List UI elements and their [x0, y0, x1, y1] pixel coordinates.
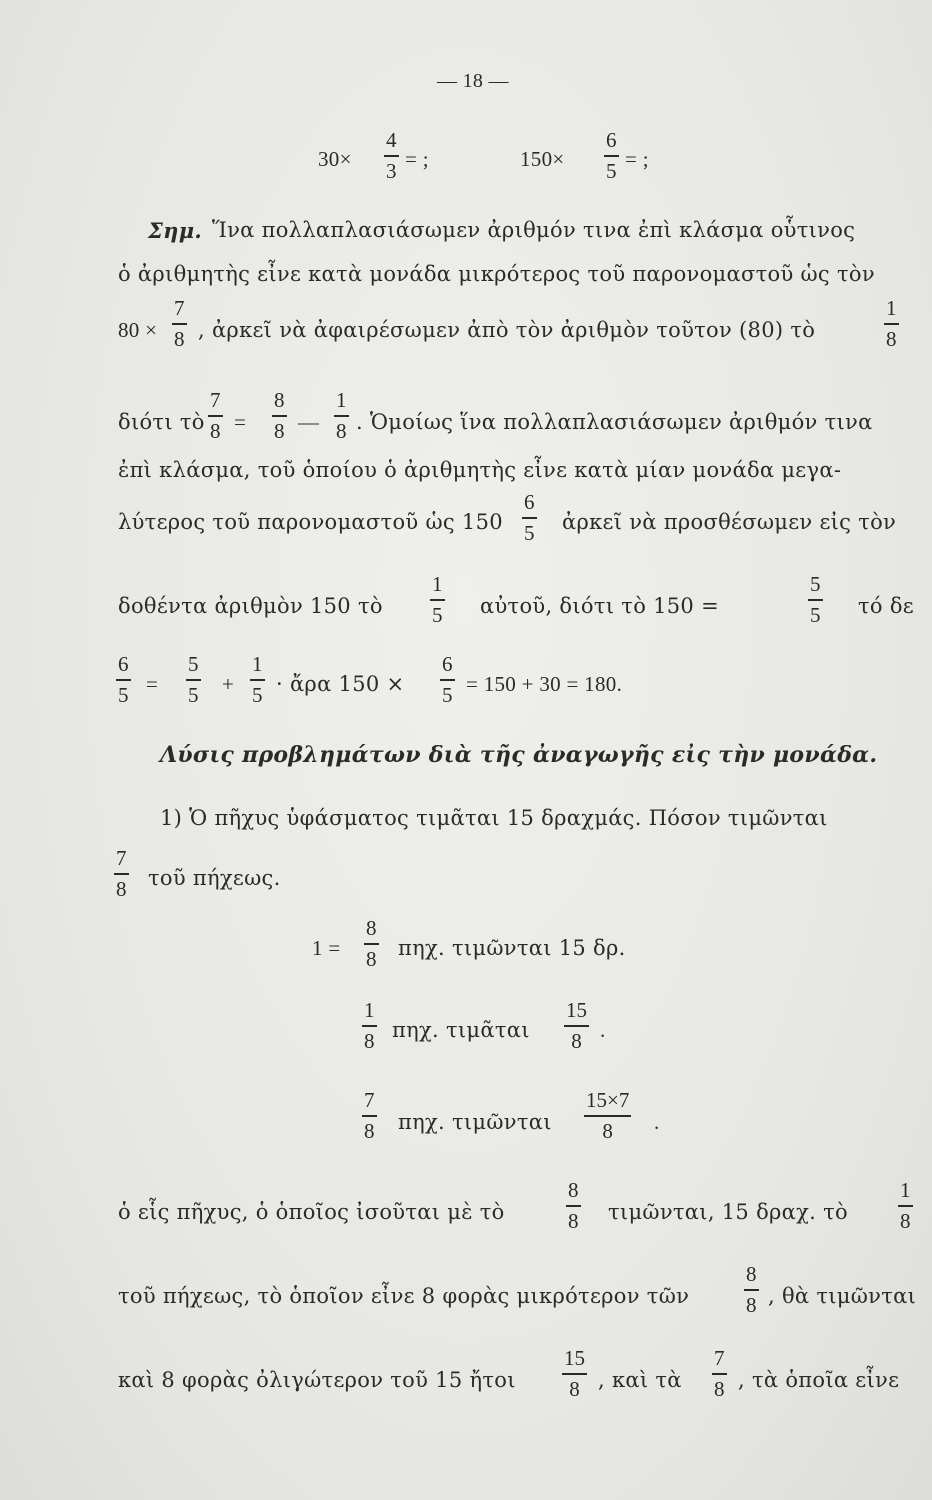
fraction-numerator: 6 — [442, 652, 453, 676]
fraction-numerator: 1 — [432, 572, 443, 596]
fraction-7-8-b — [208, 390, 223, 442]
fraction-numerator: 6 — [118, 652, 129, 676]
fraction-numerator: 15 — [564, 1346, 585, 1370]
fraction-numerator: 4 — [386, 128, 397, 152]
exercise-a-tail: = ; — [405, 147, 429, 171]
note-line-3-mid: , ἀρκεῖ νὰ ἀφαιρέσωμεν ἀπὸ τὸν ἀριθμὸν τοῦτον (80) τὸ — [198, 318, 816, 342]
fraction-denominator: 5 — [118, 682, 129, 707]
explanation-line-3-mid: , καὶ τὰ — [598, 1368, 682, 1392]
fraction-numerator: 1 — [336, 388, 347, 412]
fraction-7-8-d — [362, 1090, 377, 1142]
fraction-1-8 — [884, 298, 899, 350]
explanation-line-1-mid: τιμῶνται, 15 δραχ. τὸ — [608, 1200, 848, 1224]
fraction-numerator: 6 — [606, 128, 617, 152]
fraction-6-5-b — [116, 654, 131, 706]
fraction-numerator: 1 — [886, 296, 897, 320]
fraction-denominator: 5 — [252, 682, 263, 707]
fraction-numerator: 7 — [116, 846, 127, 870]
fraction-numerator: 5 — [810, 572, 821, 596]
fraction-numerator: 7 — [210, 388, 221, 412]
fraction-numerator: 8 — [746, 1262, 757, 1286]
fraction-8-8-c — [566, 1180, 581, 1232]
fraction-denominator: 8 — [336, 418, 347, 443]
exercise-b-fraction — [604, 130, 619, 182]
plus-sign: + — [222, 672, 235, 696]
explanation-line-3-start: καὶ 8 φορὰς ὀλιγώτερον τοῦ 15 ἤτοι — [118, 1368, 516, 1392]
explanation-line-3-end: , τὰ ὁποῖα εἶνε — [738, 1368, 900, 1392]
fraction-7-8 — [172, 298, 187, 350]
fraction-denominator: 8 — [571, 1028, 582, 1053]
fraction-denominator: 8 — [714, 1376, 725, 1401]
note-line-1: Ἵνα πολλαπλασιάσωμεν ἀριθμόν τινα ἐπὶ κλάσμα οὗτινος — [212, 218, 856, 242]
fraction-denominator: 5 — [432, 602, 443, 627]
exercise-b-whole: 150× — [520, 147, 565, 171]
problem-1-line-1: 1) Ὁ πῆχυς ὑφάσματος τιμᾶται 15 δραχμάς. Πόσον τιμῶνται — [160, 806, 828, 830]
fraction-numerator: 7 — [714, 1346, 725, 1370]
fraction-1-8-d — [898, 1180, 913, 1232]
fraction-8-8-d — [744, 1264, 759, 1316]
solution-row-2-text: πηχ. τιμᾶται — [392, 1018, 530, 1042]
solution-row-1-start: 1 = — [312, 936, 341, 960]
fraction-denominator: 5 — [442, 682, 453, 707]
fraction-7-8-e — [712, 1348, 727, 1400]
fraction-6-5-c — [440, 654, 455, 706]
fraction-15-8 — [564, 1000, 589, 1052]
note-line-2: ὁ ἀριθμητὴς εἶνε κατὰ μονάδα μικρότερος τοῦ παρονομαστοῦ ὡς τὸν — [118, 262, 875, 286]
fraction-numerator: 8 — [274, 388, 285, 412]
exercise-a-fraction — [384, 130, 399, 182]
section-heading: Λύσις προβλημάτων διὰ τῆς ἀναγωγῆς εἰς τὴν μονάδα. — [160, 742, 878, 768]
fraction-denominator: 8 — [886, 326, 897, 351]
fraction-denominator: 8 — [210, 418, 221, 443]
fraction-1-5-b — [250, 654, 265, 706]
fraction-denominator: 8 — [602, 1118, 613, 1143]
fraction-numerator: 6 — [524, 490, 535, 514]
fraction-denominator: 8 — [274, 418, 285, 443]
fraction-15-8-b — [562, 1348, 587, 1400]
fraction-denominator: 8 — [174, 326, 185, 351]
fraction-5-5 — [808, 574, 823, 626]
fraction-numerator: 1 — [900, 1178, 911, 1202]
fraction-7-8-c — [114, 848, 129, 900]
fraction-15x7-8 — [584, 1090, 631, 1142]
fraction-numerator: 5 — [188, 652, 199, 676]
explanation-line-2-start: τοῦ πήχεως, τὸ ὁποῖον εἶνε 8 φορὰς μικρότερον τῶν — [118, 1284, 690, 1308]
fraction-numerator: 8 — [568, 1178, 579, 1202]
note-line-7-end: τό δε — [858, 594, 914, 618]
note-line-7-start: δοθέντα ἀριθμὸν 150 τὸ — [118, 594, 383, 618]
equals-sign: = — [146, 672, 159, 696]
note-line-4-start: διότι τὸ — [118, 410, 205, 434]
solution-row-2-end: . — [600, 1018, 606, 1042]
fraction-numerator: 1 — [364, 998, 375, 1022]
equals-sign: = — [234, 410, 247, 434]
note-line-7-mid: αὐτοῦ, διότι τὸ 150 = — [480, 594, 719, 618]
fraction-denominator: 5 — [524, 520, 535, 545]
note-line-6-start: λύτερος τοῦ παρονομαστοῦ ὡς 150 — [118, 510, 503, 534]
fraction-numerator: 15×7 — [586, 1088, 630, 1112]
fraction-denominator: 8 — [568, 1208, 579, 1233]
fraction-numerator: 15 — [566, 998, 587, 1022]
solution-row-3-text: πηχ. τιμῶνται — [398, 1110, 552, 1134]
fraction-1-5 — [430, 574, 445, 626]
fraction-denominator: 8 — [366, 946, 377, 971]
fraction-5-5-b — [186, 654, 201, 706]
fraction-denominator: 5 — [188, 682, 199, 707]
explanation-line-2-end: , θὰ τιμῶνται — [768, 1284, 917, 1308]
fraction-6-5 — [522, 492, 537, 544]
fraction-numerator: 7 — [174, 296, 185, 320]
fraction-numerator: 1 — [252, 652, 263, 676]
problem-1-line-2: τοῦ πήχεως. — [148, 866, 281, 890]
fraction-numerator: 8 — [366, 916, 377, 940]
exercise-b-tail: = ; — [625, 147, 649, 171]
note-line-5: ἐπὶ κλάσμα, τοῦ ὁποίου ὁ ἀριθμητὴς εἶνε κατὰ μίαν μονάδα μεγα- — [118, 458, 842, 482]
solution-row-1-text: πηχ. τιμῶνται 15 δρ. — [398, 936, 626, 960]
explanation-line-1-start: ὁ εἷς πῆχυς, ὁ ὁποῖος ἰσοῦται μὲ τὸ — [118, 1200, 505, 1224]
minus-sign: — — [298, 410, 320, 434]
fraction-denominator: 8 — [746, 1292, 757, 1317]
fraction-denominator: 5 — [810, 602, 821, 627]
fraction-denominator: 8 — [364, 1118, 375, 1143]
page-number: — 18 — — [437, 70, 509, 92]
solution-row-3-end: . — [654, 1110, 660, 1134]
fraction-denominator: 8 — [900, 1208, 911, 1233]
fraction-numerator: 7 — [364, 1088, 375, 1112]
fraction-denominator: 3 — [386, 158, 397, 183]
fraction-8-8 — [272, 390, 287, 442]
fraction-denominator: 8 — [116, 876, 127, 901]
note-line-6-end: ἀρκεῖ νὰ προσθέσωμεν εἰς τὸν — [562, 510, 897, 534]
fraction-denominator: 8 — [569, 1376, 580, 1401]
exercise-a-whole: 30× — [318, 147, 352, 171]
fraction-denominator: 8 — [364, 1028, 375, 1053]
note-line-8-end: = 150 + 30 = 180. — [466, 672, 623, 696]
fraction-denominator: 5 — [606, 158, 617, 183]
note-line-8-mid: · ἄρα 150 × — [276, 672, 405, 696]
note-line-3-start: 80 × — [118, 318, 158, 342]
note-label: Σημ. — [148, 218, 202, 243]
note-line-4-text: . Ὁμοίως ἵνα πολλαπλασιάσωμεν ἀριθμόν τινα — [356, 410, 873, 434]
fraction-8-8-b — [364, 918, 379, 970]
fraction-1-8-c — [362, 1000, 377, 1052]
fraction-1-8-b — [334, 390, 349, 442]
